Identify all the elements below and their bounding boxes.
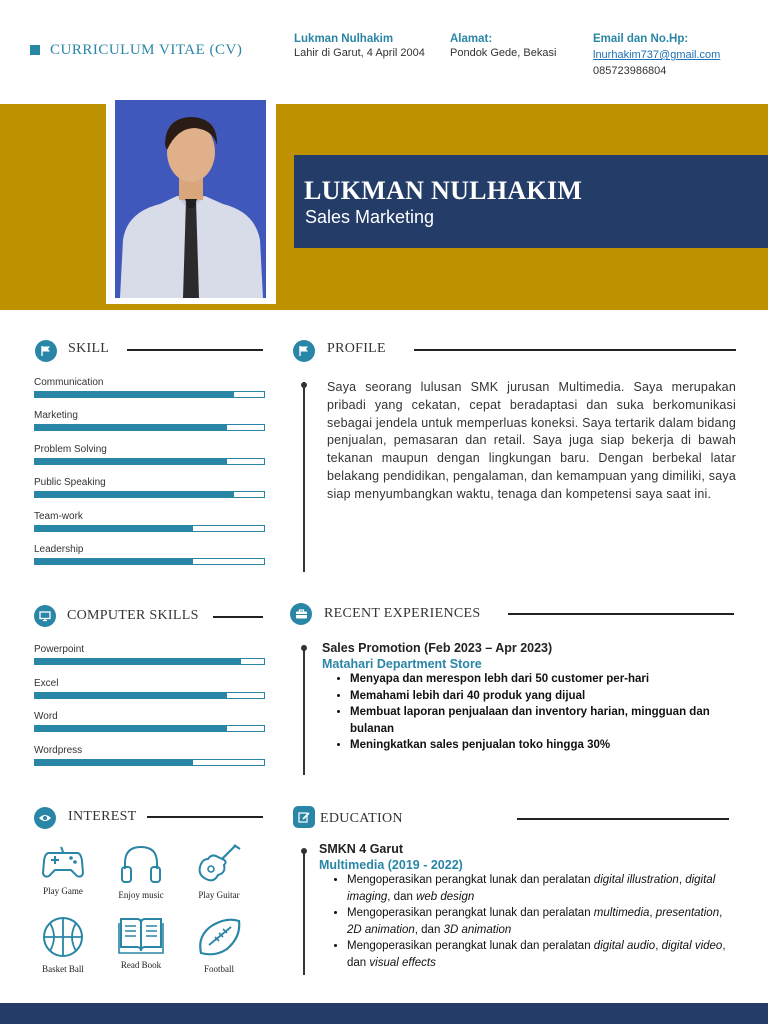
skill-bar [34,725,265,732]
skill-item [34,477,265,498]
interest-grid [28,843,278,983]
list-item [347,872,727,905]
bullet-text: Mengoperasikan perangkat lunak dan peralatan [347,940,594,952]
skill-bar-fill [35,559,193,564]
interest-label: Play Guitar [198,890,240,900]
skill-bar [34,558,265,565]
skill-bar-fill [35,492,234,497]
skill-rule [127,349,263,351]
major: Multimedia (2019 - 2022) [319,858,463,872]
list-item: • Membuat laporan penjualaan dan inventory harian, mingguan dan bulanan [350,704,740,737]
monitor-icon [34,605,56,627]
profile-timeline [303,382,305,572]
skill-bar-fill [35,760,193,765]
skill-item [34,711,265,732]
skill-label: Leadership [34,544,84,555]
school-name: SMKN 4 Garut [319,842,404,856]
skill-label: Public Speaking [34,477,106,489]
education-bullets [319,872,727,971]
skill-bar [34,759,265,766]
skill-item [34,644,265,665]
skill-item [34,410,265,431]
headphones-icon [106,843,176,890]
skill-item [34,444,265,465]
gamepad-icon [28,843,98,886]
skill-bar-fill [35,459,227,464]
experience-rule [508,613,734,615]
contact-label: Email dan No.Hp: [593,33,689,45]
briefcase-icon [290,603,312,625]
bullet-italic: digital imaging [347,874,716,903]
skill-label: Wordpress [34,744,83,756]
skill-bar-fill [35,659,241,664]
bullet-italic: 2D animation [347,923,415,936]
skill-label: Excel [34,677,59,689]
bullet-italic: digital video [661,940,723,952]
bullet-text: , [649,907,656,919]
bullet-italic: visual effects [369,956,436,969]
bullet-text: Mengoperasikan perangkat lunak dan peralatan [347,907,594,919]
skill-label: Team-work [34,510,83,522]
interest-item [28,915,98,974]
address-label: Alamat: [450,33,493,45]
bullet-italic: 3D animation [443,923,512,936]
profile-rule [414,349,736,351]
computer-skills-rule [213,616,263,618]
skill-label: Marketing [34,410,78,422]
timeline-dot [301,382,307,388]
interest-label: Read Book [120,960,162,970]
skill-item [34,745,265,766]
header-contact [593,33,763,79]
footer-bar [0,1003,768,1024]
skill-label: Powerpoint [34,644,85,655]
bullet-text: , [678,874,686,886]
header-personal [294,33,434,61]
education-title: EDUCATION [320,811,403,826]
skill-bar [34,424,265,431]
header-name: Lukman Nulhakim [294,33,394,45]
header-birth: Lahir di Garut, 4 April 2004 [294,47,425,59]
skill-label: Communication [34,377,104,388]
company-name: Matahari Department Store [322,657,482,671]
football-icon [184,915,254,964]
skill-item [34,511,265,532]
interest-label: Football [203,964,234,974]
eye-icon [34,807,56,829]
job-title: Sales Promotion (Feb 2023 – Apr 2023) [322,641,553,655]
skill-bar [34,458,265,465]
skill-item [34,678,265,699]
interest-label: Play Game [43,886,83,896]
interest-title: INTEREST [68,809,137,824]
guitar-icon [184,843,254,890]
skill-bar-fill [35,726,227,731]
skill-item [34,377,265,398]
skill-bar-fill [35,392,234,397]
bullet-italic: presentation [655,907,720,919]
cv-title [30,42,242,59]
skill-bar [34,491,265,498]
bullet-text: Mengoperasikan perangkat lunak dan peralatan [347,874,594,886]
bullet-italic: digital audio [593,940,656,952]
interest-item [184,843,254,900]
bullet-italic: digital illustration [593,874,679,886]
full-name: LUKMAN NULHAKIM [304,176,583,205]
skill-label: Problem Solving [34,443,107,455]
bullet-text: , dan [387,890,417,903]
email-link[interactable]: lnurhakim737@gmail.com [593,49,721,61]
timeline-dot [301,848,307,854]
bullet-italic: web design [416,890,475,903]
book-icon [106,915,176,960]
profile-title: PROFILE [327,341,386,356]
edit-icon [293,806,315,828]
bullet-text: , dan [414,923,444,936]
interest-item [106,843,176,900]
basketball-icon [28,915,98,964]
phone-text: 085723986804 [593,65,667,77]
skill-bar [34,391,265,398]
bullet-italic: multimedia [593,907,650,919]
flag-icon [293,340,315,362]
cv-title-text: CURRICULUM VITAE (CV) [50,42,243,58]
experience-entry [322,641,742,754]
education-timeline [303,850,305,975]
timeline-dot [301,645,307,651]
computer-skills-title: COMPUTER SKILLS [67,608,199,623]
skill-bar [34,525,265,532]
interest-item [28,843,98,896]
skill-bar [34,692,265,699]
skill-title: SKILL [68,341,110,356]
interest-rule [147,816,263,818]
experience-timeline [303,645,305,775]
skill-bar [34,658,265,665]
interest-item [106,915,176,970]
experience-title: RECENT EXPERIENCES [324,606,481,621]
flag-icon [35,340,57,362]
skill-label: Word [34,711,58,723]
list-item: • Meningkatkan sales penjualan toko hingga 30% [350,737,740,754]
list-item [347,905,727,938]
profile-photo [115,100,266,298]
skill-bar-fill [35,693,227,698]
bullet-text: , [719,907,723,919]
education-rule [517,818,729,820]
bullet-text: , dan [347,940,726,969]
interest-label: Basket Ball [42,964,84,974]
list-item [347,938,727,971]
square-bullet-icon [30,45,40,55]
address-text: Pondok Gede, Bekasi [450,47,557,59]
header-address [450,33,560,61]
list-item: • Menyapa dan merespon lebh dari 50 customer per-hari [350,671,740,688]
skill-bar-fill [35,526,193,531]
education-entry [319,842,729,971]
interest-label: Enjoy music [118,890,164,900]
interest-item [184,915,254,974]
list-item: • Memahami lebih dari 40 produk yang dijual [350,688,740,705]
profile-text: Saya seorang lulusan SMK jurusan Multimedia. Saya merupakan pribadi yang cekatan, cepat beradaptasi dan suka berkomunikasi sebagai jendela untuk memperluas koneksi. Saya tertarik dalam bidang penjualan, pemasaran dan retail. Saya juga siap bekerja di bawah tekanan maupun dengan lingkungan baru. Dengan berbekal latar belakang pendidikan, pengalaman, dan kemampuan yang dimiliki, saya siap menyumbangkan waktu, tenaga dan kompetensi saya saat ini. [327,380,736,501]
skill-bar-fill [35,425,227,430]
job-role: Sales Marketing [305,207,435,227]
skill-item [34,544,265,565]
experience-bullets [322,671,740,754]
bullet-text: , [655,940,662,952]
